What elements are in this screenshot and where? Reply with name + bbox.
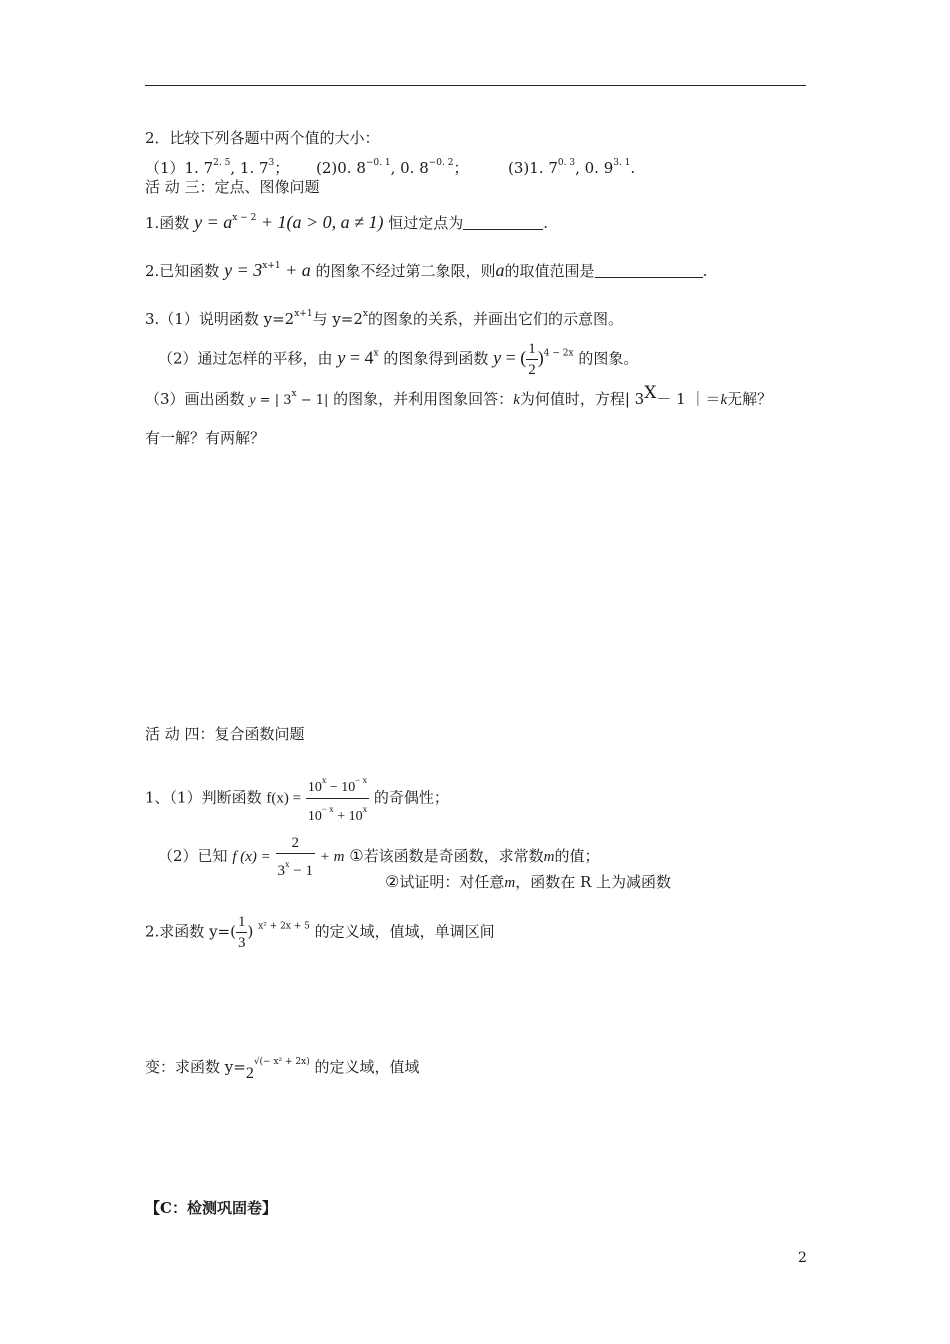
act3-item-2: 2.已知函数 $y = 3^{x+1} + a$ 的图象不经过第二象限，则a的取值范围是 . [145,260,708,280]
act4-item-1: 1、（1）判断函数 f(x) = $\frac{10^x - 10^{- x}}{10^{- x} + 10^x}$ 的奇偶性； [145,770,449,827]
act3-item-1: 1.函数 $y = a^{x - 2} + 1(a > 0$, a ≠ 1) 恒过定点为 . [145,212,549,232]
act4-item-2: （2）已知 f (x) = $\frac{2}{3^x - 1}$ + m ①若该函数是奇函数，求常数m的值； [158,835,600,879]
page-number: 2 [798,1250,807,1266]
act4-item-2-b: ②试证明：对任意m，函数在 R 上为减函数 [385,872,672,891]
header-rule [145,85,806,86]
answer-blank[interactable] [463,215,543,230]
circled-two: ② [385,872,400,891]
q2-title: 2．比较下列各题中两个值的大小： [145,129,380,147]
act3-item-3-3: （3）画出函数 y = | $3^x - 1|$ 的图象，并利用图象回答：k为何值时，方程| 3X－ 1 ｜＝k无解？ [145,383,773,408]
circled-one: ① [349,846,364,865]
activity-3-heading: 活 动 三：定点、图像问题 [145,178,320,196]
act3-item-3-1: 3.（1）说明函数 $y=2^{x+1}$与 $y=2^x$的图象的关系，并画出它们的示意图。 [145,309,624,328]
act4-variant: 变：求函数 $y=2^{√(- x^2 + 2x)}$ 的定义域，值域 [145,1057,420,1082]
answer-blank[interactable] [595,263,703,278]
activity-4-heading: 活 动 四：复合函数问题 [145,725,305,743]
act3-item-3-3-cont: 有一解？有两解？ [145,429,266,447]
act4-item-3: 2.求函数 y=( $\frac{1}{3}$ ) $^{x^2 + 2x + 5}$ 的定义域，值域，单调区间 [145,914,495,951]
q2-parts: （1）1. $7^{2. 5}$, 1. $7^3$； [145,158,290,177]
q2-part3: (3)1. $7^{0. 3}$, 0. $9^{3. 1}$. [508,158,636,177]
act3-item-3-2: （2）通过怎样的平移，由 $y = 4^x$ 的图象得到函数 y = ( $\frac{1}{2}$ )$^{4 - 2x}$ 的图象。 [158,341,639,378]
q2-part2: (2)0. $8^{-0. 1}$, 0. $8^{-0. 2}$； [316,158,469,177]
part-c-heading: 【C：检测巩固卷】 [145,1199,277,1217]
